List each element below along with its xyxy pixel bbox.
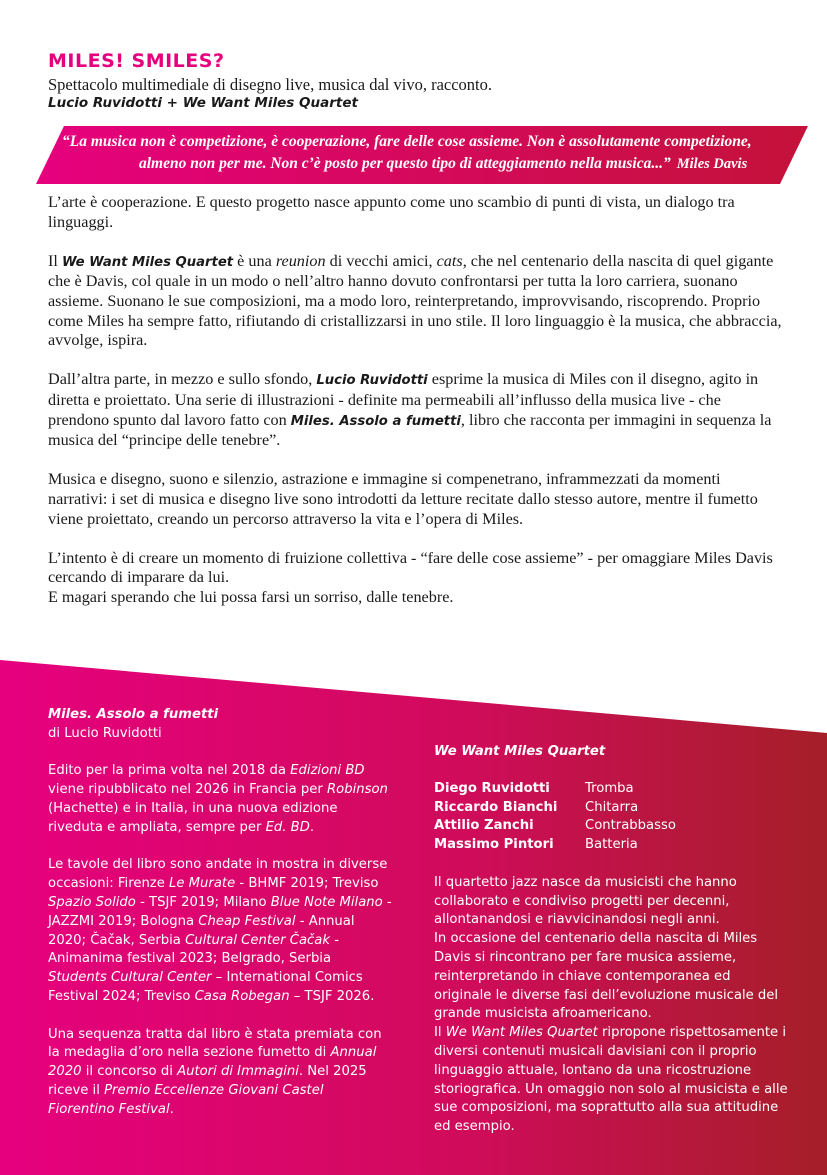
quartet-section: [434, 743, 789, 1137]
bp1-d: Robinson: [326, 782, 388, 798]
book-title: Miles. Assolo a fumetti: [48, 707, 219, 722]
p5-b: E magari sperando che lui possa farsi un sorriso, dalle tenebre.: [48, 587, 454, 606]
quartet-paragraph-2: In occasione del centenario della nascita di Miles Davis si rincontrano per fare musica assieme, reinterpretando in chiave contemporanea ed originale le diverse fasi dell’evoluzione musicale del grande musicista afroamericano.: [434, 931, 779, 1022]
bp3-a: Una sequenza tratta dal libro è stata premiata con la medaglia d’oro nella sezione fumetto di: [48, 1026, 382, 1061]
member-role: Batteria: [585, 837, 638, 853]
p2-reunion: reunion: [275, 251, 326, 270]
bp3-d: Autori di Immagini: [177, 1064, 299, 1080]
book-section: [48, 706, 393, 1138]
book-paragraph-1: [48, 762, 393, 837]
member-name: Diego Ruvidotti: [434, 780, 550, 796]
p2-c: è una: [233, 251, 276, 270]
p2-quartet-name: We Want Miles Quartet: [61, 254, 234, 270]
quote-author: Miles Davis: [676, 156, 748, 172]
bp2-a: Le tavole del libro sono andate in mostra in diverse occasioni: Firenze: [48, 857, 388, 892]
qp3-b: We Want Miles Quartet: [445, 1025, 598, 1041]
member-row: [434, 799, 789, 818]
p3-a: Dall’altra parte, in mezzo e sullo sfondo,: [48, 370, 317, 389]
bp3-b: Annual 2020: [48, 1045, 377, 1080]
bp2-b: Le Murate: [169, 876, 236, 892]
bp3-c: il concorso di: [81, 1064, 178, 1080]
p5-a: L’intento è di creare un momento di fruizione collettiva - “fare delle cose assieme” - per omaggiare Miles Davis cercando di imparare da lui.: [48, 548, 773, 587]
quote-line-1: “La musica non è competizione, è cooperazione, fare delle cose assieme. Non è assolutamente competizione,: [62, 133, 752, 150]
p3-c: esprime la musica di Miles con il disegno, agito in diretta e proiettato. Una serie di illustrazioni - definite ma permeabili all’influsso della musica live - che prendono spunto dal lavoro fatto con: [48, 370, 759, 429]
book-paragraph-3: [48, 1026, 393, 1120]
paragraph-1: L’arte è cooperazione. E questo progetto nasce appunto come uno scambio di punti di vista, un dialogo tra linguaggi.: [48, 193, 735, 231]
paragraph-2: [48, 252, 783, 351]
member-row: [434, 780, 789, 799]
bp2-i: - Annual 2020; Čačak, Serbia: [48, 913, 355, 948]
quartet-title: We Want Miles Quartet: [434, 744, 606, 759]
bp2-n: Casa Robegan: [194, 988, 290, 1004]
bp2-o: – TSJF 2026.: [289, 988, 375, 1004]
bp2-k: - Animanima festival 2023; Belgrado, Serbia: [48, 932, 339, 967]
paragraph-4: Musica e disegno, suono e silenzio, astrazione e immagine si compenetrano, inframmezzati da momenti narrativi: i set di musica e disegno live sono introdotti da letture recitate dallo stesso autore, mentre il fumetto viene proiettato, creando un percorso attraverso la vita e l’opera di Miles.: [48, 470, 758, 528]
bp3-g: .: [169, 1101, 174, 1117]
p2-a: Il: [48, 251, 62, 270]
paragraph-3: [48, 370, 783, 450]
p3-e: , libro che racconta per immagini in sequenza la musica del “principe delle tenebre”.: [48, 410, 772, 450]
bp2-c: - BHMF 2019; Treviso: [235, 876, 379, 892]
bp2-g: - JAZZMI 2019; Bologna: [48, 894, 392, 929]
bp3-e: . Nel 2025 riceve il: [48, 1064, 367, 1098]
miles-davis-quote: [62, 131, 782, 175]
book-paragraph-2: [48, 856, 393, 1006]
quartet-paragraph-1: Il quartetto jazz nasce da musicisti che hanno collaborato e condiviso progetti per decenni, allontanandosi e riavvicinandosi negli anni.: [434, 874, 737, 928]
p3-artist-name: Lucio Ruvidotti: [316, 373, 428, 389]
member-row: [434, 817, 789, 836]
member-name: Riccardo Bianchi: [434, 799, 558, 815]
p2-e: di vecchi amici,: [325, 251, 437, 270]
bp1-b: Edizioni BD: [290, 763, 365, 779]
p3-book-title: Miles. Assolo a fumetti: [290, 413, 461, 429]
member-name: Massimo Pintori: [434, 837, 554, 853]
bp1-e: (Hachette) e in Italia, in una nuova edizione riveduta e ampliata, sempre per: [48, 800, 338, 835]
bp2-j: Cultural Center Čačak: [185, 932, 331, 948]
member-list: [434, 780, 789, 855]
qp3-a: Il: [434, 1025, 446, 1041]
authors-line: Lucio Ruvidotti + We Want Miles Quartet: [48, 95, 358, 111]
bp1-c: viene ripubblicato nel 2026 in Francia per: [48, 782, 327, 798]
member-role: Tromba: [585, 780, 634, 796]
quartet-paragraph-3: [434, 1024, 789, 1137]
bp3-f: Premio Eccellenze Giovani Castel Fiorentino Festival: [48, 1082, 324, 1117]
page-title: MILES! SMILES?: [48, 50, 225, 72]
quote-line-2-text: almeno non per me. Non c’è posto per questo tipo di atteggiamento nella musica...”: [139, 155, 671, 172]
member-role: Contrabbasso: [585, 818, 676, 834]
p2-cats: cats: [436, 251, 463, 270]
paragraph-5: [48, 549, 783, 608]
bp2-d: Spazio Solido: [48, 894, 136, 910]
member-name: Attilio Zanchi: [434, 818, 534, 834]
member-row: [434, 836, 789, 855]
p2-g: , che nel centenario della nascita di quel gigante che è Davis, col quale in un modo o nell’altro hanno dovuto confrontarsi per tutta la loro carriera, suonano assieme. Suonano le sue composizioni, ma a modo loro, reinterpretando, improvvisando, riscoprendo. Proprio come Miles ha sempre fatto, rifiutando di cristallizzarsi in uno stile. Il loro linguaggio è la musica, che abbraccia, avvolge, ispira.: [48, 251, 782, 350]
bp2-f: Blue Note Milano: [270, 894, 383, 910]
intro-text: [48, 193, 783, 627]
member-role: Chitarra: [585, 799, 639, 815]
bp1-f: Ed. BD: [265, 819, 310, 835]
page-subtitle: Spettacolo multimediale di disegno live, musica dal vivo, racconto.: [48, 75, 493, 94]
bp1-a: Edito per la prima volta nel 2018 da: [48, 763, 291, 779]
bp1-g: .: [309, 819, 315, 835]
bp2-e: - TSJF 2019; Milano: [135, 894, 271, 910]
bp2-l: Students Cultural Center: [48, 970, 212, 986]
book-byline: di Lucio Ruvidotti: [48, 725, 162, 741]
quote-line-2: [62, 153, 782, 175]
bp2-m: – International Comics Festival 2024; Treviso: [48, 970, 363, 1004]
qp3-c: ripropone rispettosamente i diversi contenuti musicali davisiani con il proprio linguaggio attuale, lontano da una ricostruzione storiografica. Un omaggio non solo al musicista e alle sue composizioni, ma soprattutto alla sua attitudine ed esempio.: [434, 1025, 788, 1135]
bp2-h: Cheap Festival: [198, 913, 296, 929]
